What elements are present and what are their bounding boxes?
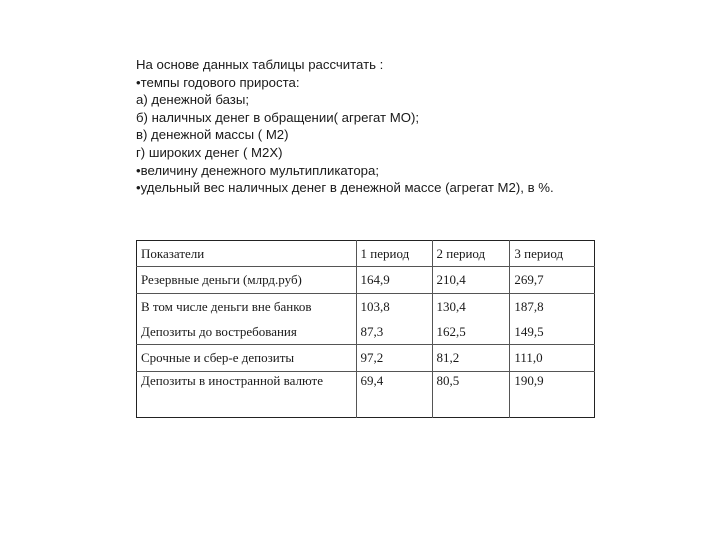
table-cell: 97,2 bbox=[356, 345, 432, 372]
header-cell-period-2: 2 период bbox=[432, 241, 510, 267]
task-subitem-monetary-base: а) денежной базы; bbox=[136, 92, 249, 108]
table-row bbox=[137, 320, 595, 345]
data-table bbox=[136, 240, 595, 418]
table-cell: 103,8 bbox=[356, 294, 432, 321]
table-cell: 69,4 bbox=[356, 372, 432, 418]
header-cell-period-3: 3 период bbox=[510, 241, 595, 267]
header-cell-indicator: Показатели bbox=[137, 241, 357, 267]
header-cell-period-1: 1 период bbox=[356, 241, 432, 267]
table-cell: 87,3 bbox=[356, 320, 432, 345]
table-header-row bbox=[137, 241, 595, 267]
table-cell: 80,5 bbox=[432, 372, 510, 418]
table-row bbox=[137, 267, 595, 294]
table-cell: 111,0 bbox=[510, 345, 595, 372]
task-item-growth-rates: •темпы годового прироста: bbox=[136, 74, 300, 90]
task-intro: На основе данных таблицы рассчитать : bbox=[136, 57, 384, 72]
task-subitem-money-supply-m2: в) денежной массы ( М2) bbox=[136, 127, 289, 143]
table-row bbox=[137, 294, 595, 321]
table-cell: 187,8 bbox=[514, 299, 544, 314]
row-label: Депозиты в иностранной валюте bbox=[137, 372, 357, 418]
row-label: В том числе деньги вне банков bbox=[137, 294, 357, 321]
table-row bbox=[137, 372, 595, 418]
table-cell: 130,4 bbox=[432, 294, 510, 321]
table-cell: 164,9 bbox=[356, 267, 432, 294]
row-label: Срочные и сбер-е депозиты bbox=[137, 345, 357, 372]
task-subitem-broad-money-m2x: г) широких денег ( М2Х) bbox=[136, 144, 283, 160]
table-cell: 149,5 bbox=[510, 320, 595, 345]
table-cell: 210,4 bbox=[432, 267, 510, 294]
task-subitem-cash-m0: б) наличных денег в обращении( агрегат МО); bbox=[136, 109, 420, 125]
row-label: Резервные деньги (млрд.руб) bbox=[137, 267, 357, 294]
task-item-cash-share: •удельный вес наличных денег в денежной массе (агрегат М2), в %. bbox=[136, 180, 554, 196]
table-cell: 162,5 bbox=[432, 320, 510, 345]
table-cell: 190,9 bbox=[514, 373, 544, 388]
table-cell: 269,7 bbox=[510, 267, 595, 294]
row-label: Депозиты до востребования bbox=[137, 320, 357, 345]
table-cell: 81,2 bbox=[432, 345, 510, 372]
table-row bbox=[137, 345, 595, 372]
task-text bbox=[136, 56, 696, 197]
task-item-multiplier: •величину денежного мультипликатора; bbox=[136, 162, 379, 178]
